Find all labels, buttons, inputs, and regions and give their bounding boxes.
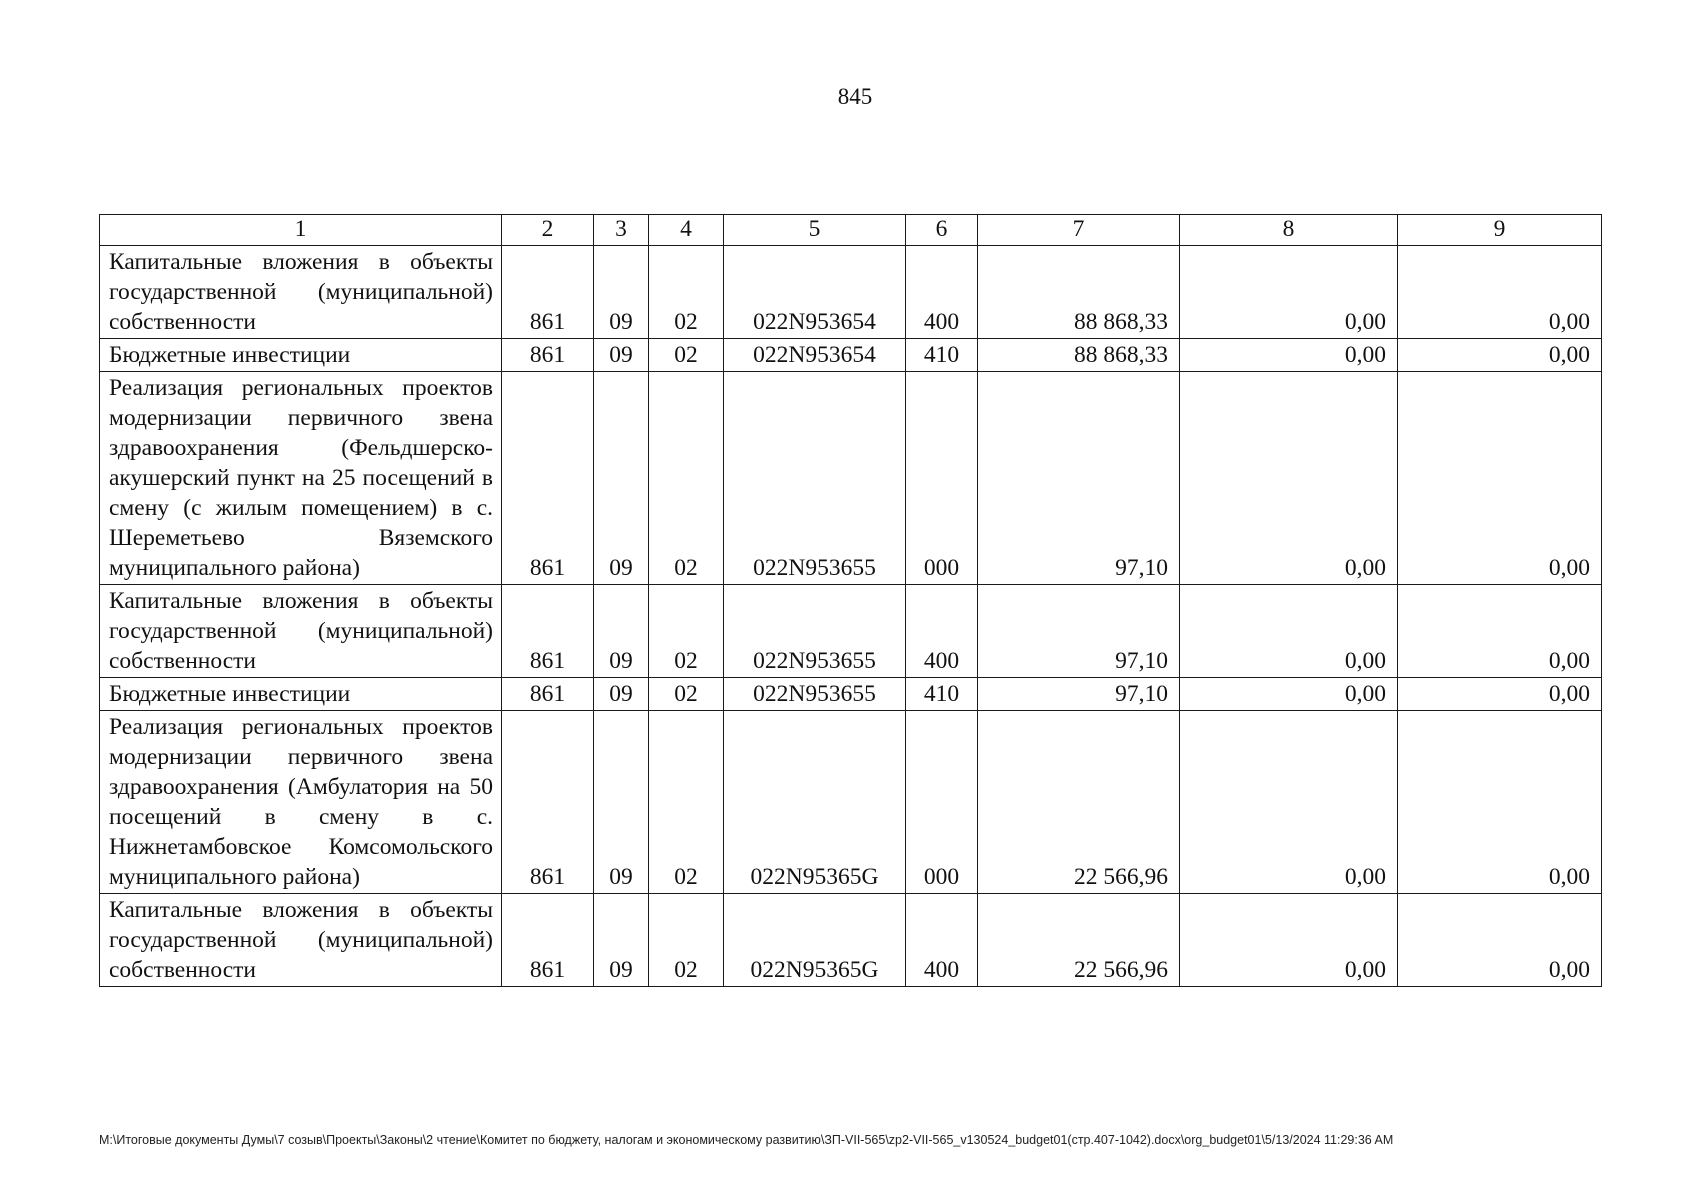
document-path-footer: M:\Итоговые документы Думы\7 созыв\Проекты\Законы\2 чтение\Комитет по бюджету, налогам и экономическому развитию\ЗП-VII-565\zp2-VII-565_v130524_budget01(стр.407-1042).docx\org_budget01\5/13/2024 11:29:36 AM <box>99 1133 1394 1147</box>
table-row <box>100 711 1602 894</box>
target-article-cell: 022N953655 <box>724 585 906 678</box>
subsection-code-cell: 02 <box>649 711 724 894</box>
amount-cell: 0,00 <box>1180 339 1398 372</box>
amount-cell: 97,10 <box>978 372 1180 585</box>
page-number: 845 <box>837 84 873 109</box>
expense-type-cell: 400 <box>906 246 978 339</box>
section-code-cell: 09 <box>594 372 649 585</box>
target-article-cell: 022N953655 <box>724 372 906 585</box>
table-row <box>100 585 1602 678</box>
amount-cell: 0,00 <box>1398 246 1602 339</box>
expense-type-cell: 410 <box>906 339 978 372</box>
amount-cell: 97,10 <box>978 585 1180 678</box>
subsection-code-cell: 02 <box>649 246 724 339</box>
column-header: 9 <box>1398 215 1602 246</box>
table-row <box>100 246 1602 339</box>
ministry-code-cell: 861 <box>502 339 594 372</box>
table-header-row <box>100 215 1602 246</box>
amount-cell: 0,00 <box>1398 894 1602 987</box>
expense-type-cell: 400 <box>906 585 978 678</box>
ministry-code-cell: 861 <box>502 894 594 987</box>
ministry-code-cell: 861 <box>502 372 594 585</box>
target-article-cell: 022N95365G <box>724 894 906 987</box>
section-code-cell: 09 <box>594 711 649 894</box>
column-header: 8 <box>1180 215 1398 246</box>
subsection-code-cell: 02 <box>649 339 724 372</box>
amount-cell: 88 868,33 <box>978 339 1180 372</box>
target-article-cell: 022N95365G <box>724 711 906 894</box>
subsection-code-cell: 02 <box>649 894 724 987</box>
target-article-cell: 022N953654 <box>724 339 906 372</box>
ministry-code-cell: 861 <box>502 711 594 894</box>
amount-cell: 0,00 <box>1180 372 1398 585</box>
expense-type-cell: 400 <box>906 894 978 987</box>
ministry-code-cell: 861 <box>502 678 594 711</box>
target-article-cell: 022N953654 <box>724 246 906 339</box>
amount-cell: 0,00 <box>1398 711 1602 894</box>
table-row <box>100 372 1602 585</box>
column-header: 7 <box>978 215 1180 246</box>
expense-type-cell: 000 <box>906 372 978 585</box>
subsection-code-cell: 02 <box>649 372 724 585</box>
table-row <box>100 678 1602 711</box>
amount-cell: 0,00 <box>1398 339 1602 372</box>
amount-cell: 97,10 <box>978 678 1180 711</box>
column-header: 2 <box>502 215 594 246</box>
amount-cell: 0,00 <box>1398 372 1602 585</box>
section-code-cell: 09 <box>594 246 649 339</box>
expense-type-cell: 000 <box>906 711 978 894</box>
section-code-cell: 09 <box>594 678 649 711</box>
amount-cell: 0,00 <box>1180 678 1398 711</box>
amount-cell: 0,00 <box>1398 585 1602 678</box>
ministry-code-cell: 861 <box>502 246 594 339</box>
amount-cell: 0,00 <box>1180 246 1398 339</box>
section-code-cell: 09 <box>594 894 649 987</box>
amount-cell: 22 566,96 <box>978 894 1180 987</box>
amount-cell: 0,00 <box>1180 894 1398 987</box>
subsection-code-cell: 02 <box>649 678 724 711</box>
amount-cell: 0,00 <box>1180 711 1398 894</box>
column-header: 4 <box>649 215 724 246</box>
expense-type-cell: 410 <box>906 678 978 711</box>
expense-name-cell: Реализация региональных проектов модернизации первичного звена здравоохранения (Фельдшерско-акушерский пункт на 25 посещений в смену (с жилым помещением) в с. Шереметьево Вяземского муниципального района) <box>100 372 502 585</box>
target-article-cell: 022N953655 <box>724 678 906 711</box>
section-code-cell: 09 <box>594 585 649 678</box>
expense-name-cell: Капитальные вложения в объекты государственной (муниципальной) собственности <box>100 246 502 339</box>
amount-cell: 0,00 <box>1180 585 1398 678</box>
expense-name-cell: Капитальные вложения в объекты государственной (муниципальной) собственности <box>100 894 502 987</box>
section-code-cell: 09 <box>594 339 649 372</box>
ministry-code-cell: 861 <box>502 585 594 678</box>
column-header: 6 <box>906 215 978 246</box>
budget-table <box>99 214 1602 987</box>
column-header: 3 <box>594 215 649 246</box>
expense-name-cell: Бюджетные инвестиции <box>100 678 502 711</box>
expense-name-cell: Бюджетные инвестиции <box>100 339 502 372</box>
table-row <box>100 339 1602 372</box>
column-header: 5 <box>724 215 906 246</box>
expense-name-cell: Капитальные вложения в объекты государственной (муниципальной) собственности <box>100 585 502 678</box>
amount-cell: 0,00 <box>1398 678 1602 711</box>
table-row <box>100 894 1602 987</box>
expense-name-cell: Реализация региональных проектов модернизации первичного звена здравоохранения (Амбулатория на 50 посещений в смену в с. Нижнетамбовское Комсомольского муниципального района) <box>100 711 502 894</box>
amount-cell: 22 566,96 <box>978 711 1180 894</box>
subsection-code-cell: 02 <box>649 585 724 678</box>
amount-cell: 88 868,33 <box>978 246 1180 339</box>
column-header: 1 <box>100 215 502 246</box>
